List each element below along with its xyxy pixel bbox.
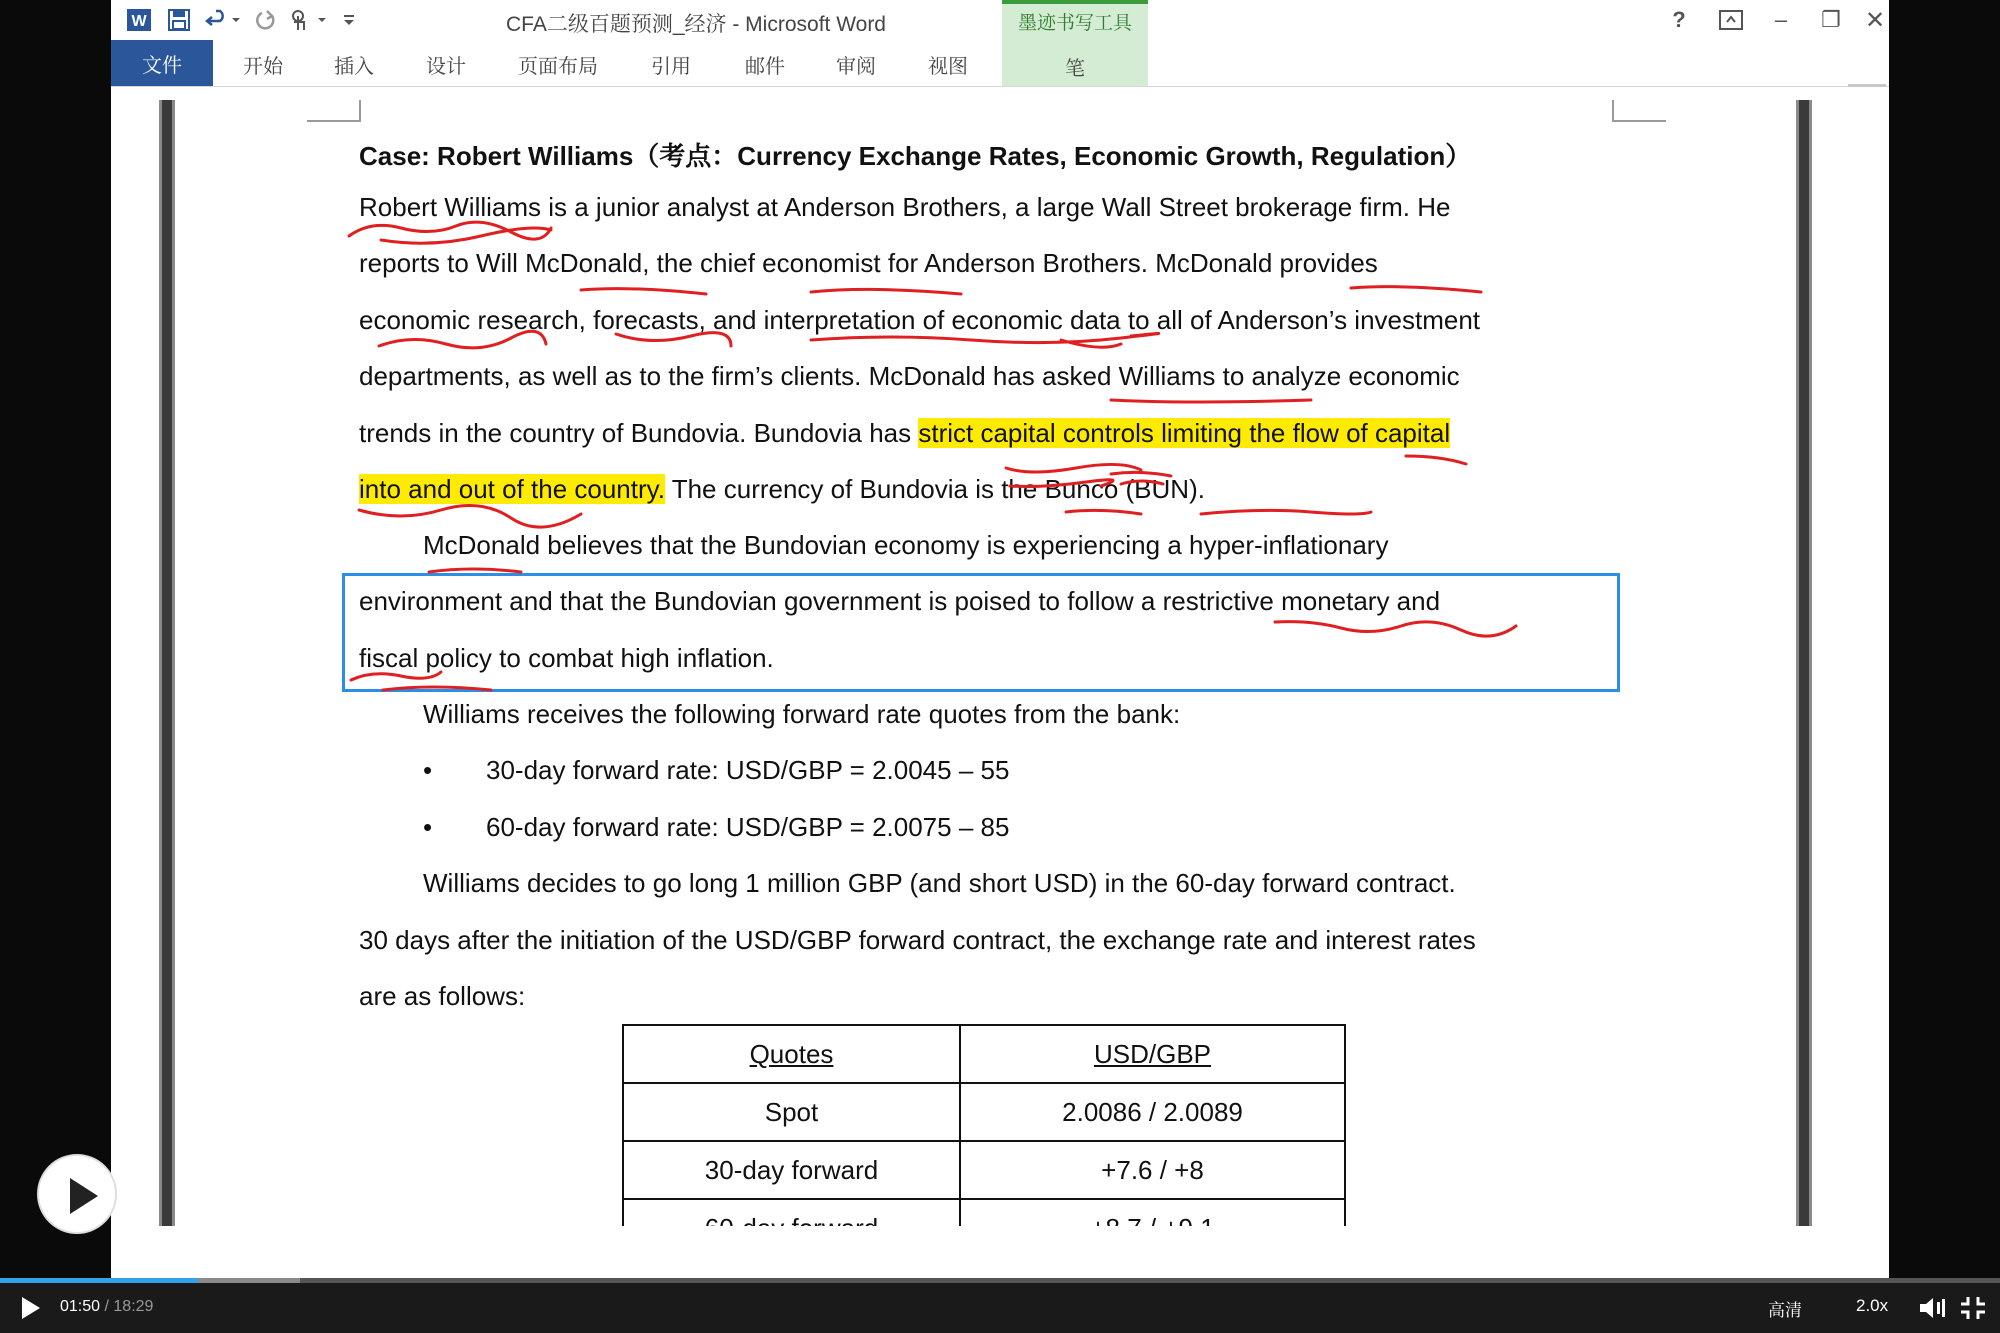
body-line-5 <box>359 418 1450 449</box>
table-cell: Spot <box>623 1083 960 1141</box>
ink-tools-group <box>1002 0 1148 86</box>
help-button[interactable]: ? <box>1672 7 1686 32</box>
tab-page-layout[interactable]: 页面布局 <box>518 56 598 78</box>
tab-references[interactable]: 引用 <box>651 56 691 78</box>
highlighted-country-flow: into and out of the country. <box>359 474 665 504</box>
page-right-edge <box>1796 100 1812 1227</box>
body-line-5-text: trends in the country of Bundovia. Bundovia has <box>359 418 919 448</box>
duration: / 18:29 <box>104 1298 154 1315</box>
window-title: CFA二级百题预测_经济 - Microsoft Word <box>506 13 886 36</box>
para2-line-3: fiscal policy to combat high inflation. <box>359 643 774 673</box>
play-icon <box>70 1178 98 1214</box>
tab-file[interactable]: 文件 <box>111 40 213 86</box>
redo-icon[interactable] <box>251 6 281 34</box>
para5-line-2: are as follows: <box>359 981 526 1011</box>
para3: Williams receives the following forward rate quotes from the bank: <box>423 699 1181 729</box>
tab-review[interactable]: 审阅 <box>836 56 876 78</box>
body-line-6 <box>359 474 1205 505</box>
play-button[interactable] <box>37 1154 117 1234</box>
player-controls <box>0 1283 2000 1333</box>
table-cell: 2.0086 / 2.0089 <box>960 1083 1345 1141</box>
table-cell: 30-day forward <box>623 1141 960 1199</box>
tab-insert[interactable]: 插入 <box>334 56 374 78</box>
body-line-3: economic research, forecasts, and interpretation of economic data to all of Anderson’s investment <box>359 305 1481 335</box>
table-header: USD/GBP <box>960 1025 1345 1083</box>
para2-line-1: McDonald believes that the Bundovian economy is experiencing a hyper-inflationary <box>423 530 1389 560</box>
bullet-item-1: 30-day forward rate: USD/GBP = 2.0045 – 55 <box>486 755 1010 785</box>
undo-icon[interactable] <box>203 6 245 34</box>
svg-text:W: W <box>131 13 147 30</box>
save-icon[interactable] <box>163 6 195 34</box>
tab-home[interactable]: 开始 <box>243 56 283 78</box>
tab-view[interactable]: 视图 <box>928 56 968 78</box>
margin-corner-right <box>1612 100 1666 122</box>
annotation-box <box>342 573 1620 692</box>
table-row <box>623 1083 1345 1141</box>
body-line-4: departments, as well as to the firm’s clients. McDonald has asked Williams to analyze economic <box>359 361 1460 391</box>
current-time: 01:50 <box>60 1298 101 1315</box>
tab-mailings[interactable]: 邮件 <box>745 56 785 78</box>
customize-icon[interactable] <box>337 6 361 34</box>
margin-corner-left <box>307 100 361 122</box>
bullet-item-2: 60-day forward rate: USD/GBP = 2.0075 – 85 <box>486 812 1010 842</box>
tab-design[interactable]: 设计 <box>426 56 466 78</box>
play-pause-icon[interactable] <box>22 1297 40 1319</box>
exit-fullscreen-icon[interactable] <box>1960 1296 1986 1320</box>
speed-button[interactable]: 2.0x <box>1856 1296 1889 1315</box>
table-cell: +7.6 / +8 <box>960 1141 1345 1199</box>
restore-button[interactable]: ❐ <box>1821 7 1841 32</box>
minimize-button[interactable]: – <box>1774 7 1788 32</box>
para5-line-1: 30 days after the initiation of the USD/GBP forward contract, the exchange rate and interest rates <box>359 925 1476 955</box>
quality-button[interactable]: 高清 <box>1768 1301 1802 1320</box>
table-row <box>623 1141 1345 1199</box>
word-window <box>111 0 1889 1280</box>
para4: Williams decides to go long 1 million GBP (and short USD) in the 60-day forward contract. <box>423 868 1456 898</box>
body-line-1: Robert Williams is a junior analyst at Anderson Brothers, a large Wall Street brokerage firm. He <box>359 192 1451 222</box>
ribbon-tabs <box>111 40 1889 87</box>
touch-mode-icon[interactable] <box>287 6 333 34</box>
page-left-edge <box>159 100 175 1227</box>
word-app-icon[interactable] <box>125 6 153 34</box>
document-bottom-fade <box>111 1226 1889 1280</box>
highlighted-capital-controls: strict capital controls limiting the flow of capital <box>918 418 1451 448</box>
body-line-6-text: The currency of Bundovia is the Bunco (BUN). <box>664 474 1205 504</box>
para2-line-2: environment and that the Bundovian government is poised to follow a restrictive monetary and <box>359 586 1441 616</box>
bullet-icon: • <box>423 755 433 785</box>
volume-icon[interactable] <box>1918 1296 1946 1320</box>
title-bar <box>111 0 1889 40</box>
quotes-table <box>622 1024 1346 1258</box>
ribbon-display-icon[interactable] <box>1711 6 1751 34</box>
table-header-row <box>623 1025 1345 1083</box>
table-header: Quotes <box>623 1025 960 1083</box>
ink-tools-label: 墨迹书写工具 <box>1017 13 1132 34</box>
time-display <box>60 1298 153 1316</box>
tab-pen[interactable]: 笔 <box>1065 58 1085 80</box>
body-line-2: reports to Will McDonald, the chief economist for Anderson Brothers. McDonald provides <box>359 248 1378 278</box>
bullet-icon: • <box>423 812 433 842</box>
close-button[interactable]: ✕ <box>1864 6 1886 34</box>
case-heading: Case: Robert Williams（考点：Currency Exchange Rates, Economic Growth, Regulation） <box>359 141 1472 171</box>
